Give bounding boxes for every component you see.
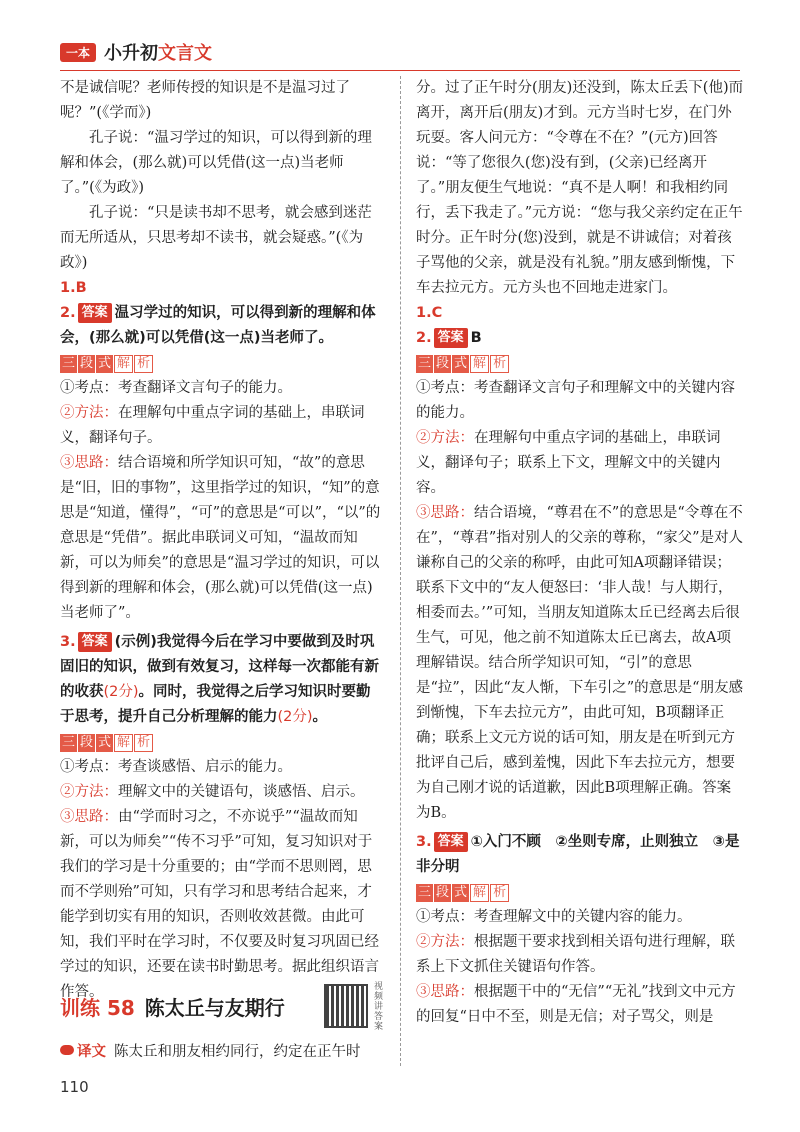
analysis-char: 三 [418,885,432,900]
column-divider [400,76,401,1066]
answer-tag: 答案 [434,328,468,348]
analysis-idea [416,980,744,1030]
answer-tag: 答案 [434,832,468,852]
method-text: 理解文中的关键语句，谈感悟、启示。 [118,784,365,800]
right-column [416,76,744,1030]
answer-text: (示例)我觉得今后在学习中要做到及时巩固旧的知识，做到有效复习，这样每一次都能有新的收获 [60,634,379,700]
answer-text: 。 [312,709,328,725]
answer-text: B [470,330,482,346]
question-3-answer [60,630,384,730]
analysis-char: 析 [134,355,153,373]
book-title-plain: 小升初 [104,43,159,64]
analysis-char: 段 [80,356,94,371]
analysis-char: 三 [418,356,432,371]
question-2-answer [416,326,744,351]
question-number: 3. [60,634,76,650]
translation-paragraph: 孔子说：“温习学过的知识，可以得到新的理解和体会，(那么就)可以凭借(这一点)当老师了。”(《为政》) [60,130,372,196]
answer-text: 。同时，我觉得之后学习知识时要勤于思考，提升自己分析理解的能力 [60,684,371,725]
training-label: 训练 58 [60,996,135,1020]
analysis-char: 解 [114,734,133,752]
left-column [60,76,384,1005]
analysis-method [60,401,384,451]
question-number: 2. [416,330,432,346]
answer-text: 温习学过的知识，可以得到新的理解和体会，(那么就)可以凭借(这一点)当老师了。 [60,305,376,346]
answer-tag: 答案 [78,632,112,652]
question-3-answer [416,830,744,880]
method-text: 根据题干要求找到相关语句进行理解，联系上下文抓住关键语句作答。 [416,934,735,975]
analysis-char: 析 [490,884,509,902]
analysis-method [60,780,384,805]
method-label: ②方法： [416,934,474,950]
analysis-label [416,884,510,902]
idea-text: 结合语境，“尊君在不”的意思是“令尊在不在”，“尊君”指对别人的父亲的尊称，“家父”是对人谦称自己的父亲的称呼，由此可知A项翻译错误；联系下文中的“友人便怒曰：‘非人哉！与人期行，相委而去。’”可知，当朋友知道陈太丘已经离去后很生气，可见，他之前不知道陈太丘已离去，故A项理解错误。结合所学知识可知，“引”的意思是“拉”，因此“友人惭，下车引之”的意思是“朋友感到惭愧，下车去拉元方”，由此可知，B项翻译正确；联系上文元方说的话可知，朋友是在听到元方批评自己后，感到羞愧，因此下车去拉元方，想要为自己刚才说的话道歉，因此B项理解正确。答案为B。 [416,505,744,821]
translation-paragraph: 孔子说：“只是读书却不思考，就会感到迷茫而无所适从，只思考却不读书，就会疑惑。”(《为政》) [60,205,372,271]
question-number: 3. [416,834,432,850]
page-number: 110 [60,1078,89,1096]
method-text: 在理解句中重点字词的基础上，串联词义，翻译句子。 [60,405,365,446]
translation-paragraph: 不是诚信呢？老师传授的知识是不是温习过了呢？”(《学而》) [60,80,350,121]
training-name: 陈太丘与友期行 [144,996,285,1020]
idea-text: 由“学而时习之，不亦说乎”“温故而知新，可以为师矣”“传不习乎”可知，复习知识对于我们的学习是十分重要的；由“学而不思则罔，思而不学则殆”可知，只有学习和思考结合起来，才能学到切实有用的知识，否则收效甚微。由此可知，我们平时在学习时，不仅要及时复习巩固已经学过的知识，还要在读书时勤思考。据此组织语言作答。 [60,809,379,1000]
analysis-char: 段 [80,735,94,750]
translation-text: 陈太丘和朋友相约同行，约定在正午时 [114,1044,361,1060]
translation-start [60,1040,390,1065]
qr-caption: 视频讲答案 [374,982,384,1032]
book-title-red: 文言文 [158,43,213,64]
analysis-char: 析 [490,355,509,373]
header-divider [60,70,740,71]
training-heading [60,982,390,1032]
analysis-char: 式 [98,356,112,371]
idea-label: ③思路： [60,455,118,471]
analysis-idea [60,805,384,1005]
brand-badge: 一本 [60,43,96,62]
qr-code-icon[interactable] [324,984,368,1028]
score-badge: (2分) [103,684,139,700]
page-header [60,40,212,64]
analysis-method [416,426,744,501]
method-text: 在理解句中重点字词的基础上，串联词义，翻译句子；联系上下文，理解文中的关键内容。 [416,430,721,496]
answer-text: ①入门不顾 ②坐则专席，止则独立 ③是非分明 [416,834,740,875]
method-label: ②方法： [60,784,118,800]
analysis-char: 段 [436,885,450,900]
analysis-char: 三 [62,735,76,750]
question-2-answer [60,301,384,351]
training-title [60,992,285,1021]
analysis-char: 三 [62,356,76,371]
idea-text: 根据题干中的“无信”“无礼”找到文中元方的回复“日中不至，则是无信；对子骂父，则是 [416,984,736,1025]
analysis-idea [416,501,744,826]
analysis-points: ①考点：考查翻译文言句子和理解文中的关键内容的能力。 [416,380,735,421]
idea-label: ③思路： [416,984,474,1000]
analysis-points: ①考点：考查翻译文言句子的能力。 [60,380,292,396]
analysis-label [60,355,154,373]
analysis-char: 解 [470,355,489,373]
analysis-char: 段 [436,356,450,371]
analysis-char: 式 [98,735,112,750]
analysis-char: 解 [470,884,489,902]
translation-tag: 译文 [60,1044,106,1060]
answer-tag: 答案 [78,303,112,323]
analysis-points: ①考点：考查理解文中的关键内容的能力。 [416,909,692,925]
question-1-answer: 1.B [60,280,87,296]
book-title [104,39,212,65]
analysis-points: ①考点：考查谈感悟、启示的能力。 [60,759,292,775]
analysis-method [416,930,744,980]
analysis-char: 式 [454,885,468,900]
method-label: ②方法： [60,405,118,421]
question-number: 2. [60,305,76,321]
idea-label: ③思路： [60,809,118,825]
analysis-char: 式 [454,356,468,371]
idea-label: ③思路： [416,505,474,521]
score-badge: (2分) [277,709,313,725]
question-1-answer: 1.C [416,305,443,321]
analysis-char: 解 [114,355,133,373]
analysis-idea [60,451,384,626]
analysis-label [416,355,510,373]
method-label: ②方法： [416,430,474,446]
idea-text: 结合语境和所学知识可知，“故”的意思是“旧，旧的事物”，这里指学过的知识，“知”的意思是“知道，懂得”，“可”的意思是“可以”，“以”的意思是“凭借”。据此串联词义可知，“温故而知新，可以为师矣”的意思是“温习学过的知识，可以得到新的理解和体会，(那么就)可以凭借(这一点)当老师了”。 [60,455,381,621]
translation-paragraph: 分。过了正午时分(朋友)还没到，陈太丘丢下(他)而离开，离开后(朋友)才到。元方当时七岁，在门外玩耍。客人问元方：“令尊在不在？”(元方)回答说：“等了您很久(您)没有到，(父亲)已经离开了。”朋友便生气地说：“真不是人啊！和我相约同行，丢下我走了。”元方说：“您与我父亲约定在正午时分。正午时分(您)没到，就是不讲诚信；对着孩子骂他的父亲，就是没有礼貌。”朋友感到惭愧，下车去拉元方。元方头也不回地走进家门。 [416,80,744,296]
analysis-char: 析 [134,734,153,752]
analysis-label [60,734,154,752]
